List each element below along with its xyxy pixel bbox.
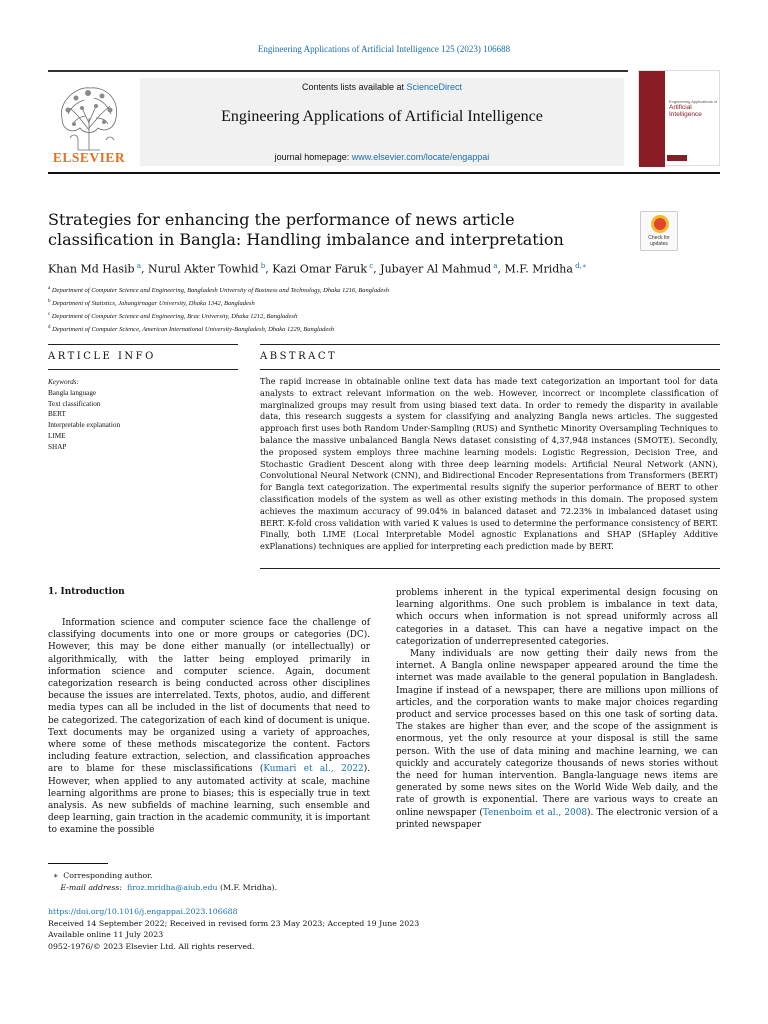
footnote-rule [48,863,108,864]
article-info-rule-top [48,344,238,345]
body-column-right [396,587,718,831]
contents-available-line: Contents lists available at ScienceDirect [301,82,463,92]
author-affiliation-link[interactable]: c [369,262,374,270]
author-affiliation-link[interactable]: d,∗ [575,262,587,270]
body-paragraph: problems inherent in the typical experimental design focusing on learning algorithms. One such problem is imbalance in text data, which occurs when information is not spread uniformly across all categories in a dataset. This can have a negative impact on the categorization of underrepresented categories. [396,588,718,647]
abstract-rule-end [260,568,720,569]
masthead-top-rule [48,70,628,72]
journal-homepage-link[interactable]: www.elsevier.com/locate/engappai [351,152,490,162]
check-for-updates-badge[interactable] [640,211,678,251]
affiliation-list [48,283,728,336]
author-name[interactable]: Nurul Akter Towhid [148,262,259,276]
abstract-body: The rapid increase in obtainable online text data has made text categorization an important tool for data analysts to extract relevant information on the web. However, incorrect or incomplete classification of marginalized groups may result from using biased text data. In order to remedy the disparity in available data, this research suggests a system for classifying and analyzing Bangla news articles. The suggested approach first uses both Random Under-Sampling (RUS) and Synthetic Minority Oversampling Techniques to balance the massive unbalanced Bangla News dataset consisting of 4,37,948 instances (SMOTE). Secondly, the proposed system employs three machine learning models: Logistic Regression, Decision Tree, and Stochastic Gradient Descent along with three deep learning models: Artificial Neural Network (ANN), Convolutional Neural Network (CNN), and Bidirectional Encoder Representations from Transformers (BERT) for Bangla text categorization. The experimental results signify the superior performance of BERT to other classification models of the system as well as other existing methods in this domain. The proposed system achieves the maximum accuracy of 99.04% in balanced dataset and 72.23% in imbalanced dataset using BERT. K-fold cross validation with varied K values is used to determine the performance consistency of BERT. Finally, both LIME (Local Interpretable Model agnostic Explanations and SHAP (SHapley Additive exPlanations) techniques are applied for interpreting each prediction made by BERT. [260,376,718,552]
author-affiliation-link[interactable]: a [136,262,141,270]
keywords-label: Keywords: [48,378,79,386]
cover-line-1: Engineering Applications of [669,99,718,104]
available-online-date: Available online 11 July 2023 [48,930,164,940]
section-heading-introduction: 1. Introduction [48,587,125,597]
cover-line-2: Artificial Intelligence [669,104,702,118]
citation-link[interactable]: Tenenboim et al., 2008 [482,807,587,818]
article-info-rule-bottom [48,369,238,370]
journal-masthead [48,70,720,174]
crossmark-icon [651,215,669,233]
article-title: Strategies for enhancing the performance of news article classification in Bangla: Handling imbalance and interpretation [48,210,564,249]
author-name[interactable]: Khan Md Hasib [48,262,135,276]
affiliation-item: $^b$ Department of Statistics, Jahangirnagar University, Dhaka 1342, Bangladesh [48,299,255,308]
cover-strip [639,71,665,167]
author-name[interactable]: Kazi Omar Faruk [272,262,368,276]
citation-link[interactable]: Kumari et al., 2022 [263,764,364,775]
author-affiliation-link[interactable]: b [260,262,266,270]
abstract-rule-bottom [260,369,720,370]
affiliation-item: $^c$ Department of Computer Science and Engineering, Brac University, Dhaka 1212, Bangladesh [48,312,298,321]
body-column-left [48,617,370,837]
keyword-item: Bangla language [48,388,97,397]
check-for-updates-label: Check for updates [648,235,670,247]
received-dates: Received 14 September 2022; Received in revised form 23 May 2023; Accepted 19 June 2023 [48,918,420,928]
keywords-block [48,377,238,453]
article-info-heading: ARTICLE INFO [48,351,156,362]
keyword-item: SHAP [48,442,67,451]
keyword-item: BERT [48,410,66,419]
body-paragraph: Information science and computer science face the challenge of classifying documents into one or more groups or categories (DC). However, this may be done either manually (or intellectually) or algorithmically, with the latter being employed primarily in information science and computer science. Again, document categorization research is being conducted across other disciplines because the issues are interrelated. Texts, photos, audio, and different media types can all be included in the list of documents that need to be categorized. The categorization of each kind of document is unique. Text documents may be organized using a variety of approaches, where some of these methods miscategorize the content. Factors including feature extraction, selection, and classification approaches are to blame for these misclassifications (Kumari et al., 2022). However, when applied to any automated activity at scale, machine learning algorithms are prone to biases; this is especially true in text analysis. As new subfields of machine learning, such ensemble and deep learning, gain traction in the academic community, it is important to examine the possible [48,618,370,836]
cover-footer-mark [667,155,687,161]
sciencedirect-link[interactable]: ScienceDirect [406,82,463,92]
journal-reference-link[interactable]: Engineering Applications of Artificial Intelligence 125 (2023) 106688 [257,44,511,54]
affiliation-item: $^a$ Department of Computer Science and Engineering, Bangladesh University of Business and Technology, Dhaka 1216, Bangladesh [48,286,390,295]
journal-title: Engineering Applications of Artificial Intelligence [221,108,543,125]
author-name[interactable]: Jubayer Al Mahmud [380,262,492,276]
masthead-bottom-rule [48,172,720,174]
abstract-rule-top [260,344,720,345]
author-name[interactable]: M.F. Mridha [504,262,573,276]
corresponding-author-footnote: ∗ Corresponding author. E-mail address: firoz.mridha@aiub.edu (M.F. Mridha). [52,871,278,892]
journal-homepage-line: journal homepage: www.elsevier.com/locate/engappai [274,152,490,162]
copyright-line: 0952-1976/© 2023 Elsevier Ltd. All rights reserved. [48,941,255,951]
keyword-item: Text classification [48,399,101,408]
elsevier-wordmark: ELSEVIER [52,150,126,165]
journal-cover-thumbnail[interactable] [638,70,720,166]
keyword-item: Interpretable explanation [48,421,121,430]
abstract-heading: ABSTRACT [260,351,338,362]
author-list: Khan Md Hasib $^a$, Nurul Akter Towhid $^b$, Kazi Omar Faruk $^c$, Jubayer Al Mahmud $^a$, M.F. Mridha $^{d,∗}$ [48,262,587,276]
masthead-center-panel [140,78,624,166]
affiliation-item: $^d$ Department of Computer Science, American International University-Bangladesh, Dhaka 1229, Bangladesh [48,325,334,334]
email-link[interactable]: firoz.mridha@aiub.edu [126,883,218,892]
keyword-item: LIME [48,431,66,440]
doi-link[interactable]: https://doi.org/10.1016/j.engappai.2023.106688 [48,907,238,916]
body-paragraph: Many individuals are now getting their daily news from the internet. A Bangla online newspaper appeared around the time the internet was made available to the general population in Bangladesh. Imagine if instead of a newspaper, there are millions upon millions of articles, and the corporation wants to make major choices regarding product and service processes based on this one task of sorting data. The stakes are higher than ever, and the scope of the assignment is enormous, yet the only resource at your disposal is still the same person. With the use of data mining and machine learning, we can quickly and accurately categorize thousands of news stories without the need for human intervention. Bangla-language news items are generated by some news sites on the World Wide Web daily, and the rate of growth is exponential. There are various ways to create an online newspaper (Tenenboim et al., 2008). The electronic version of a printed newspaper [396,649,718,830]
author-affiliation-link[interactable]: a [493,262,498,270]
article-metadata [48,906,548,952]
